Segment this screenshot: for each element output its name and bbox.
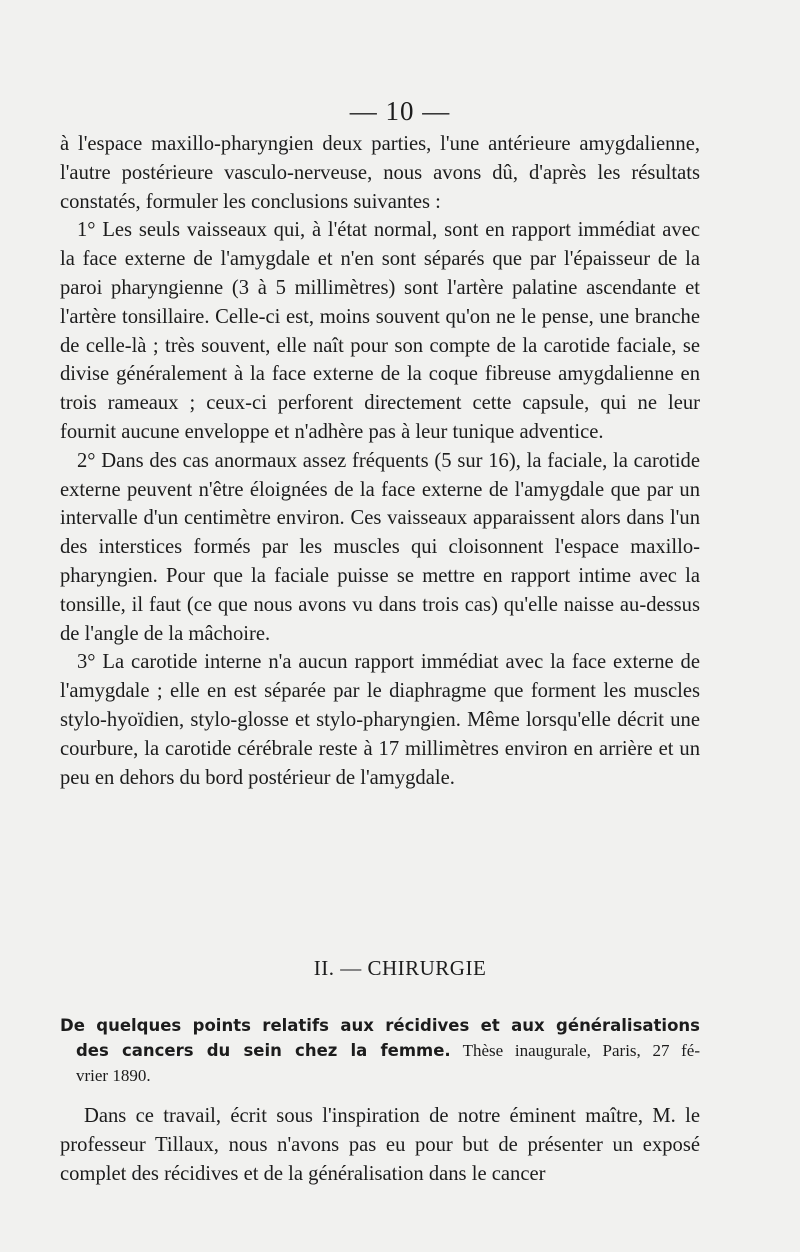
- section-1-text: [60, 130, 700, 792]
- paragraph: 1° Les seuls vaisseaux qui, à l'état normal, sont en rapport immédiat avec la face externe de l'amygdale et n'en sont séparés que par l'épaisseur de la paroi pharyngienne (3 à 5 millimètres) sont l'artère palatine ascendante et l'artère tonsillaire. Celle-ci est, moins souvent qu'on ne le pense, une branche de celle-là ; très souvent, elle naît pour son compte de la carotide faciale, se divise généralement à la face externe de la coque fibreuse amygdalienne en trois rameaux ; ceux-ci perforent directement cette capsule, qui ne leur fournit aucune enveloppe et n'adhère pas à leur tunique adventice.: [60, 219, 700, 443]
- paragraph: à l'espace maxillo-pharyngien deux parties, l'une antérieure amygdalienne, l'autre postérieure vasculo-nerveuse, nous avons dû, d'après les résultats constatés, formuler les conclusions suivantes :: [60, 133, 700, 213]
- paragraph: Dans ce travail, écrit sous l'inspiration de notre éminent maître, M. le professeur Tillaux, nous n'avons pas eu pour but de présenter un exposé complet des récidives et de la généralisation dans le cancer: [60, 1105, 700, 1185]
- reference-title: des cancers du sein chez la femme.: [76, 1041, 451, 1060]
- reference-details: vrier 1890.: [76, 1066, 151, 1085]
- reference-line: [60, 1013, 700, 1038]
- reference-details: Thèse inaugurale, Paris, 27 fé-: [462, 1041, 701, 1060]
- section-heading: II. — CHIRURGIE: [313, 956, 487, 980]
- reference-line: [60, 1038, 700, 1063]
- paragraph: 3° La carotide interne n'a aucun rapport immédiat avec la face externe de l'amygdale ; elle en est séparée par le diaphragme que forment les muscles stylo-hyoïdien, stylo-glosse et stylo-pharyngien. Même lorsqu'elle décrit une courbure, la carotide cérébrale reste à 17 millimètres environ en arrière et un peu en dehors du bord postérieur de l'amygdale.: [60, 651, 700, 789]
- section-2-text: [60, 1102, 700, 1188]
- reference-line: [60, 1063, 700, 1088]
- paragraph: 2° Dans des cas anormaux assez fréquents (5 sur 16), la faciale, la carotide externe peuvent n'être éloignées de la face externe de l'amygdale que par un intervalle d'un centimètre environ. Ces vaisseaux apparaissent alors dans l'un des interstices formés par les muscles qui cloisonnent l'espace maxillo-pharyngien. Pour que la faciale puisse se mettre en rapport intime avec la tonsille, il faut (ce que nous avons vu dans trois cas) qu'elle naisse au-dessus de l'angle de la mâchoire.: [60, 449, 700, 645]
- reference-title: De quelques points relatifs aux récidives et aux généralisations: [60, 1016, 700, 1035]
- page-number: — 10 —: [349, 96, 451, 126]
- bibliographic-reference: [60, 1013, 700, 1088]
